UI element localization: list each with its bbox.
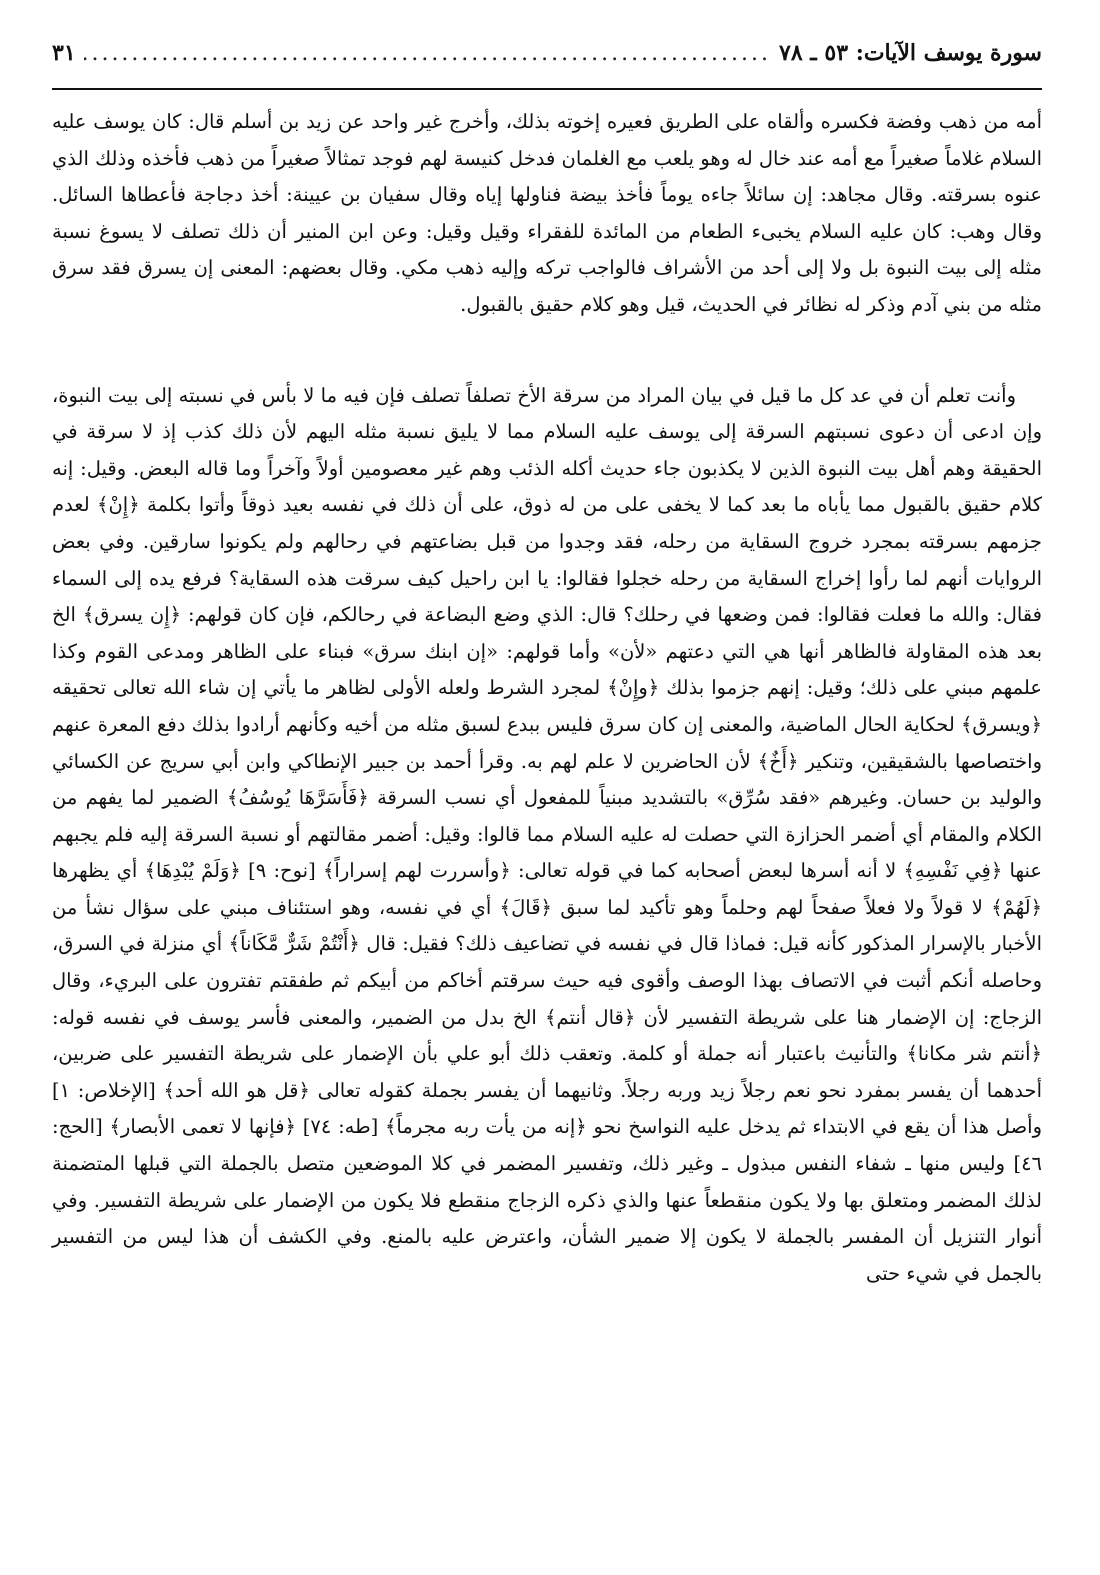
paragraph-1: أمه من ذهب وفضة فكسره وألقاه على الطريق فعيره إخوته بذلك، وأخرج غير واحد عن زيد بن أسلم قال: كان يوسف عليه السلام غلاماً صغيراً مع أمه عند خال له وهو يلعب مع الغلمان فدخل كنيسة لهم فوجد تمثالاً صغيراً من ذهب فأخذه وذلك الذي عنوه بسرقته. وقال مجاهد: إن سائلاً جاءه يوماً فأخذ بيضة فناولها إياه وقال سفيان بن عيينة: أخذ دجاجة فأعطاها السائل. وقال وهب: كان عليه السلام يخبىء الطعام من المائدة للفقراء وقيل وقيل: وعن ابن المنير أن ذلك تصلف لا يسوغ نسبة مثله إلى بيت النبوة بل ولا إلى أحد من الأشراف فالواجب تركه وإليه ذهب مكي. وقال بعضهم: المعنى إن يسرق فقد سرق مثله من بني آدم وذكر له نظائر في الحديث، قيل وهو كلام حقيق بالقبول.	[52, 110, 1042, 316]
leader-dots	[84, 41, 771, 66]
page-number: ٣١	[52, 40, 76, 66]
running-header	[52, 40, 1042, 90]
paragraph-2: وأنت تعلم أن في عد كل ما قيل في بيان المراد من سرقة الأخ تصلفاً تصلف فإن فيه ما لا بأس في نسبته إلى بيت النبوة، وإن ادعى أن دعوى نسبتهم السرقة إلى يوسف عليه السلام مما لا يليق نسبة مثله اليهم لأن ذلك كذب إذ لا سرقة في الحقيقة وهم أهل بيت النبوة الذين لا يكذبون جاء حديث أكله الذئب وهم غير معصومين أولاً وآخراً وما قاله البعض. وقيل: إنه كلام حقيق بالقبول مما يأباه ما بعد كما لا يخفى على من له ذوق، على أن ذلك في نفسه بعيد ذوقاً وأتوا بكلمة ﴿إِنْ﴾ لعدم جزمهم بسرقته بمجرد خروج السقاية من رحله، فقد وجدوا من قبل بضاعتهم في رحالهم ولم يكونوا سارقين. وفي بعض الروايات أنهم لما رأوا إخراج السقاية من رحله خجلوا فقالوا: يا ابن راحيل كيف سرقت هذه السقاية؟ فرفع يده إلى السماء فقال: والله ما فعلت فقالوا: فمن وضعها في رحلك؟ قال: الذي وضع البضاعة في رحالكم، فإن كان قولهم: ﴿إِن يسرق﴾ الخ بعد هذه المقاولة فالظاهر أنها هي التي دعتهم «لأن» وأما قولهم: «إن ابنك سرق» فبناء على الظاهر ومدعى القوم وكذا علمهم مبني على ذلك؛ وقيل: إنهم جزموا بذلك ﴿وإِنْ﴾ لمجرد الشرط ولعله الأولى لظاهر ما يأتي إن شاء الله تعالى تحقيقه ﴿ويسرق﴾ لحكاية الحال الماضية، والمعنى إن كان سرق فليس ببدع لسبق مثله من أخيه وكأنهم أرادوا بذلك دفع المعرة عنهم واختصاصها بالشقيقين، وتنكير ﴿أَخٌ﴾ لأن الحاضرين لا علم لهم به. وقرأ أحمد بن جبير الإنطاكي وابن أبي سريج عن الكسائي والوليد بن حسان. وغيرهم «فقد سُرِّق» بالتشديد مبنياً للمفعول أي نسب السرقة ﴿فَأَسَرَّهَا يُوسُفُ﴾ الضمير لما يفهم من الكلام والمقام أي أضمر الحزازة التي حصلت له عليه السلام مما قالوا: وقيل: أضمر مقالتهم أو نسبة السرقة إليه فلم يجبهم عنها ﴿فِي نَفْسِهِ﴾ لا أنه أسرها لبعض أصحابه كما في قوله تعالى: ﴿وأسررت لهم إسراراً﴾ [نوح: ٩] ﴿وَلَمْ يُبْدِهَا﴾ أي يظهرها ﴿لَهُمْ﴾ لا قولاً ولا فعلاً صفحاً لهم وحلماً وهو تأكيد لما سبق ﴿قَالَ﴾ أي في نفسه، وهو استئناف مبني على سؤال نشأ من الأخبار بالإسرار المذكور كأنه قيل: فماذا قال في نفسه في تضاعيف ذلك؟ فقيل: قال ﴿أَنْتُمْ شَرٌّ مَّكَاناً﴾ أي منزلة في السرق، وحاصله أنكم أثبت في الاتصاف بهذا الوصف وأقوى فيه حيث سرقتم أخاكم من أبيكم ثم طفقتم تفترون على البريء، وقال الزجاج: إن الإضمار هنا على شريطة التفسير لأن ﴿قال أنتم﴾ الخ بدل من الضمير، والمعنى فأسر يوسف في نفسه قوله: ﴿أنتم شر مكانا﴾ والتأنيث باعتبار أنه جملة أو كلمة. وتعقب ذلك أبو علي بأن الإضمار على شريطة التفسير على ضربين، أحدهما أن يفسر بمفرد نحو نعم رجلاً زيد وربه رجلاً. وثانيهما أن يفسر بجملة كقوله تعالى ﴿قل هو الله أحد﴾ [الإخلاص: ١] وأصل هذا أن يقع في الابتداء ثم يدخل عليه النواسخ نحو ﴿إنه من يأت ربه مجرماً﴾ [طه: ٧٤] ﴿فإنها لا تعمى الأبصار﴾ [الحج: ٤٦] وليس منها ـ شفاء النفس مبذول ـ وغير ذلك، وتفسير المضمر في كلا الموضعين متصل بالجملة التي قبلها المتضمنة لذلك المضمر ومتعلق بها ولا يكون منقطعاً عنها والذي ذكره الزجاج منقطع فلا يكون من الإضمار على شريطة التفسير. وفي أنوار التنزيل أن المفسر بالجملة لا يكون إلا ضمير الشأن، واعترض عليه بالمنع. وفي الكشف أن هذا ليس من التفسير بالجمل في شيء حتى	[52, 383, 1043, 1285]
page-body	[52, 104, 1042, 1292]
paragraph-gap	[52, 324, 1042, 378]
surah-title: سورة يوسف الآيات: ٥٣ ـ ٧٨	[779, 40, 1042, 66]
book-page	[52, 40, 1042, 1535]
